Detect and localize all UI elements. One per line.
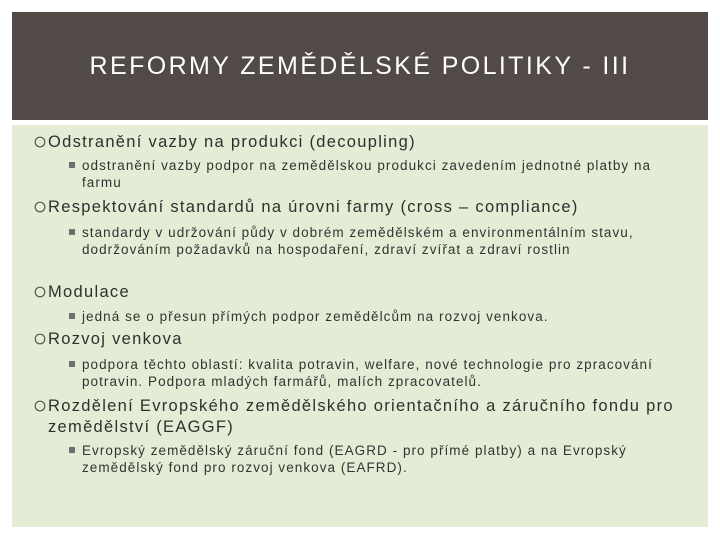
square-bullet-icon (69, 447, 75, 453)
sub-bullet-item (82, 157, 680, 191)
bullet-item (48, 197, 684, 218)
bullet-item (48, 396, 684, 438)
square-bullet-icon (69, 361, 75, 367)
square-bullet-icon (69, 162, 75, 168)
sub-bullet-text: podpora těchto oblastí: kvalita potravin, welfare, nové technologie pro zpracování potravin. Podpora mladých farmářů, malích zpracovatelů. (82, 357, 653, 389)
sub-bullet-item (82, 224, 680, 258)
hollow-circle-bullet-icon (34, 286, 46, 298)
square-bullet-icon (69, 229, 75, 235)
bullet-item (48, 282, 684, 303)
hollow-circle-bullet-icon (34, 400, 46, 412)
sub-bullet-text: Evropský zemědělský záruční fond (EAGRD - pro přímé platby) a na Evropský zemědělský fond pro rozvoj venkova (EAFRD). (82, 443, 627, 475)
bullet-text: Modulace (48, 283, 130, 301)
sub-bullet-item (82, 308, 680, 325)
square-bullet-icon (69, 313, 75, 319)
sub-bullet-text: jedná se o přesun přímých podpor zemědělcům na rozvoj venkova. (82, 309, 549, 324)
sub-bullet-text: odstranění vazby podpor na zemědělskou produkci zavedením jednotné platby na farmu (82, 158, 652, 190)
bullet-text: Respektování standardů na úrovni farmy (cross – compliance) (48, 198, 579, 216)
bullet-text: Odstranění vazby na produkci (decoupling) (48, 133, 416, 151)
hollow-circle-bullet-icon (34, 201, 46, 213)
sub-bullet-text: standardy v udržování půdy v dobrém zemědělském a environmentálním stavu, dodržováním požadavků na hospodaření, zdraví zvířat a zdraví rostlin (82, 225, 634, 257)
bullet-text: Rozdělení Evropského zemědělského orientačního a záručního fondu pro zemědělství (EAGGF) (48, 397, 674, 436)
hollow-circle-bullet-icon (34, 136, 46, 148)
bullet-text: Rozvoj venkova (48, 330, 183, 348)
bullet-item (48, 329, 684, 350)
slide-title: REFORMY ZEMĚDĚLSKÉ POLITIKY - III (89, 51, 631, 80)
hollow-circle-bullet-icon (34, 333, 46, 345)
title-bar (12, 12, 708, 120)
bullet-item (48, 132, 684, 153)
sub-bullet-item (82, 356, 680, 390)
content-panel (12, 125, 708, 527)
sub-bullet-item (82, 442, 680, 476)
